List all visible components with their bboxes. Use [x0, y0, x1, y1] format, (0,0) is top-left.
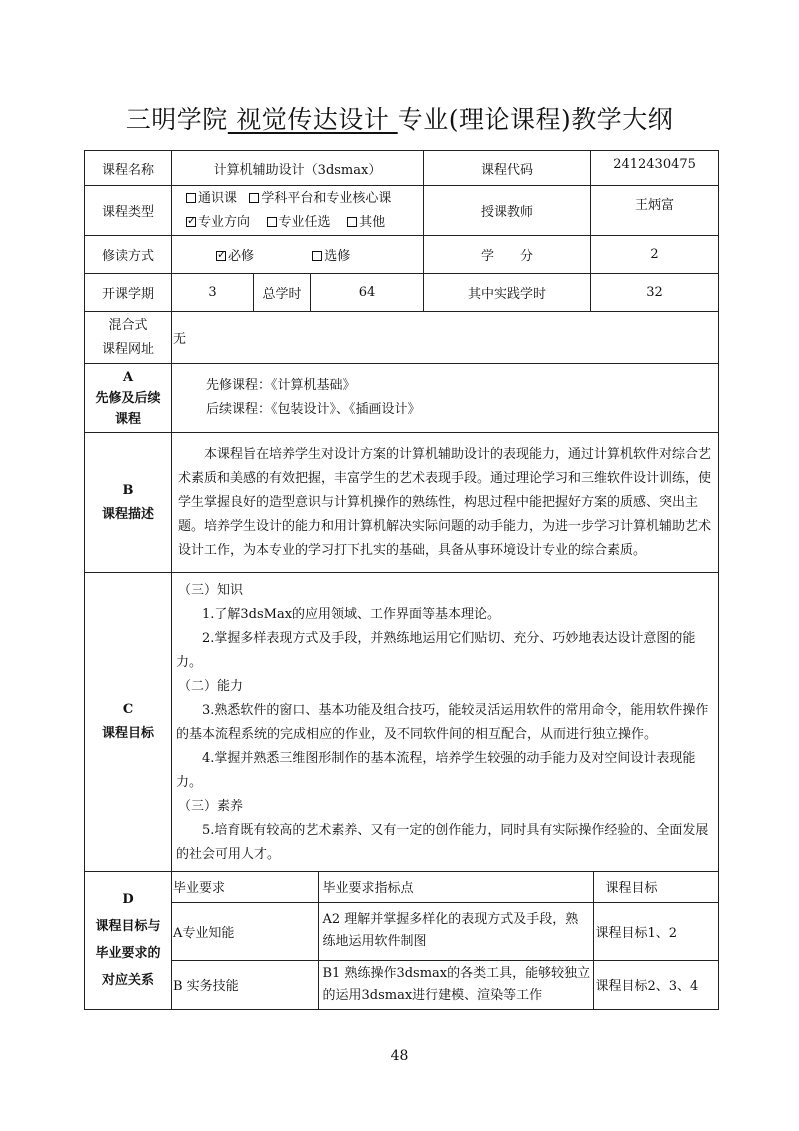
row-section-c: [85, 573, 719, 872]
row-study-mode: [85, 236, 719, 274]
checkbox-icon: [267, 217, 277, 227]
course-type-options: [172, 186, 424, 236]
syllabus-table: [84, 150, 719, 1010]
blended-label: 混合式 课程网址: [85, 312, 172, 364]
objective-4: 4.掌握并熟悉三维图形制作的基本流程，培养学生较强的动手能力及对空间设计表现能力。: [176, 751, 696, 790]
checkbox-icon: [186, 193, 196, 203]
semester-value: 3: [172, 274, 254, 312]
section-b-content: [172, 433, 719, 573]
course-name-value: 计算机辅助设计（3dsmax）: [172, 151, 424, 186]
teacher-value: 王炳富: [591, 186, 719, 236]
checkbox-icon: [312, 251, 322, 261]
objective-3: 3.熟悉软件的窗口、基本功能及组合技巧，能较灵活运用软件的常用命令，能用软件操作的基本流程系统的完成相应的作业，及不同软件间的相互配合，从而进行独立操作。: [176, 703, 709, 742]
checked-checkbox-icon: [216, 251, 226, 261]
knowledge-heading: （三）知识: [178, 583, 244, 598]
section-c-label: C 课程目标: [85, 573, 172, 872]
option-general[interactable]: 通识课: [186, 191, 237, 206]
course-type-label: 课程类型: [85, 186, 172, 236]
header-goal: 课程目标: [593, 872, 718, 902]
mapping-header-row: [172, 872, 718, 902]
row-semester: [85, 274, 719, 312]
study-mode-label: 修读方式: [85, 236, 172, 274]
course-code-value: 2412430475: [591, 151, 719, 186]
page-title: [0, 100, 799, 136]
indicator-cell: A2 理解并掌握多样化的表现方式及手段，熟练地运用软件制图: [318, 902, 593, 960]
mapping-table: [172, 872, 718, 1009]
row-course-name: [85, 151, 719, 186]
teacher-label: 授课教师: [424, 186, 591, 236]
objective-2: 2.掌握多样表现方式及手段，并熟练地运用它们贴切、充分、巧妙地表达设计意图的能力。: [176, 631, 696, 670]
requirement-cell: B 实务技能: [172, 960, 318, 1009]
goal-cell: 课程目标2、3、4: [593, 960, 718, 1009]
page-number: 48: [390, 1048, 409, 1064]
objective-5: 5.培育既有较高的艺术素养、又有一定的创作能力，同时具有实际操作经验的、全面发展的社会可用人才。: [176, 823, 709, 862]
row-section-a: [85, 364, 719, 433]
section-c-content: [172, 573, 719, 872]
practice-hours-label: 其中实践学时: [424, 274, 591, 312]
objective-1: 1.了解3dsMax的应用领域、工作界面等基本理论。: [202, 607, 501, 622]
total-hours-value: 64: [311, 274, 424, 312]
course-code-label: 课程代码: [424, 151, 591, 186]
followup-courses: 后续课程：《包装设计》、《插画设计》: [206, 402, 421, 417]
header-indicator: 毕业要求指标点: [318, 872, 593, 902]
prereq-courses: 先修课程：《计算机基础》: [206, 378, 356, 393]
course-name-label: 课程名称: [85, 151, 172, 186]
ability-heading: （二）能力: [178, 679, 244, 694]
total-hours-label: 总学时: [254, 274, 311, 312]
option-direction[interactable]: ✓专业方向: [186, 215, 250, 230]
study-mode-options: [172, 236, 424, 274]
row-section-d: [85, 872, 719, 1010]
section-b-label: B 课程描述: [85, 433, 172, 573]
goal-cell: 课程目标1、2: [593, 902, 718, 960]
row-section-b: [85, 433, 719, 573]
requirement-cell: A专业知能: [172, 902, 318, 960]
option-core[interactable]: 学科平台和专业核心课: [249, 191, 391, 206]
title-prefix: 三明学院: [125, 105, 228, 134]
course-description: 本课程旨在培养学生对设计方案的计算机辅助设计的表现能力，通过计算机软件对综合艺术素质和美感的有效把握，丰富学生的艺术表现手段。通过理论学习和三维软件设计训练，使学生掌握良好的造型意识与计算机操作的熟练性，构思过程中能把握好方案的质感、突出主题。培养学生设计的能力和用计算机解决实际问题的动手能力，为进一步学习计算机辅助艺术设计工作，为本专业的学习打下扎实的基础，具备从事环境设计专业的综合素质。: [178, 446, 712, 558]
checkbox-icon: [347, 217, 357, 227]
indicator-cell: B1 熟练操作3dsmax的各类工具，能够较独立的运用3dsmax进行建模、渲染等工作: [318, 960, 593, 1009]
title-major: 视觉传达设计: [227, 105, 398, 134]
quality-heading: （三）素养: [178, 799, 244, 814]
checked-checkbox-icon: [186, 217, 196, 227]
practice-hours-value: 32: [591, 274, 719, 312]
title-suffix: 专业(理论课程)教学大纲: [397, 105, 674, 134]
section-a-label: A 先修及后续 课程: [85, 364, 172, 433]
header-requirement: 毕业要求: [172, 872, 318, 902]
option-optional[interactable]: 选修: [312, 249, 350, 264]
option-required[interactable]: ✓ 必修: [216, 249, 254, 264]
table-row: [172, 902, 718, 960]
section-d-label: D 课程目标与 毕业要求的 对应关系: [85, 872, 172, 1010]
option-other[interactable]: 其他: [347, 215, 385, 230]
section-d-content: [172, 872, 719, 1010]
section-a-content: [172, 364, 719, 433]
table-row: [172, 960, 718, 1009]
credit-label: 学 分: [424, 236, 591, 274]
row-course-type: [85, 186, 719, 236]
blended-value: 无: [172, 312, 719, 364]
option-elective[interactable]: 专业任选: [267, 215, 331, 230]
row-blended: [85, 312, 719, 364]
credit-value: 2: [591, 236, 719, 274]
checkbox-icon: [249, 193, 259, 203]
semester-label: 开课学期: [85, 274, 172, 312]
